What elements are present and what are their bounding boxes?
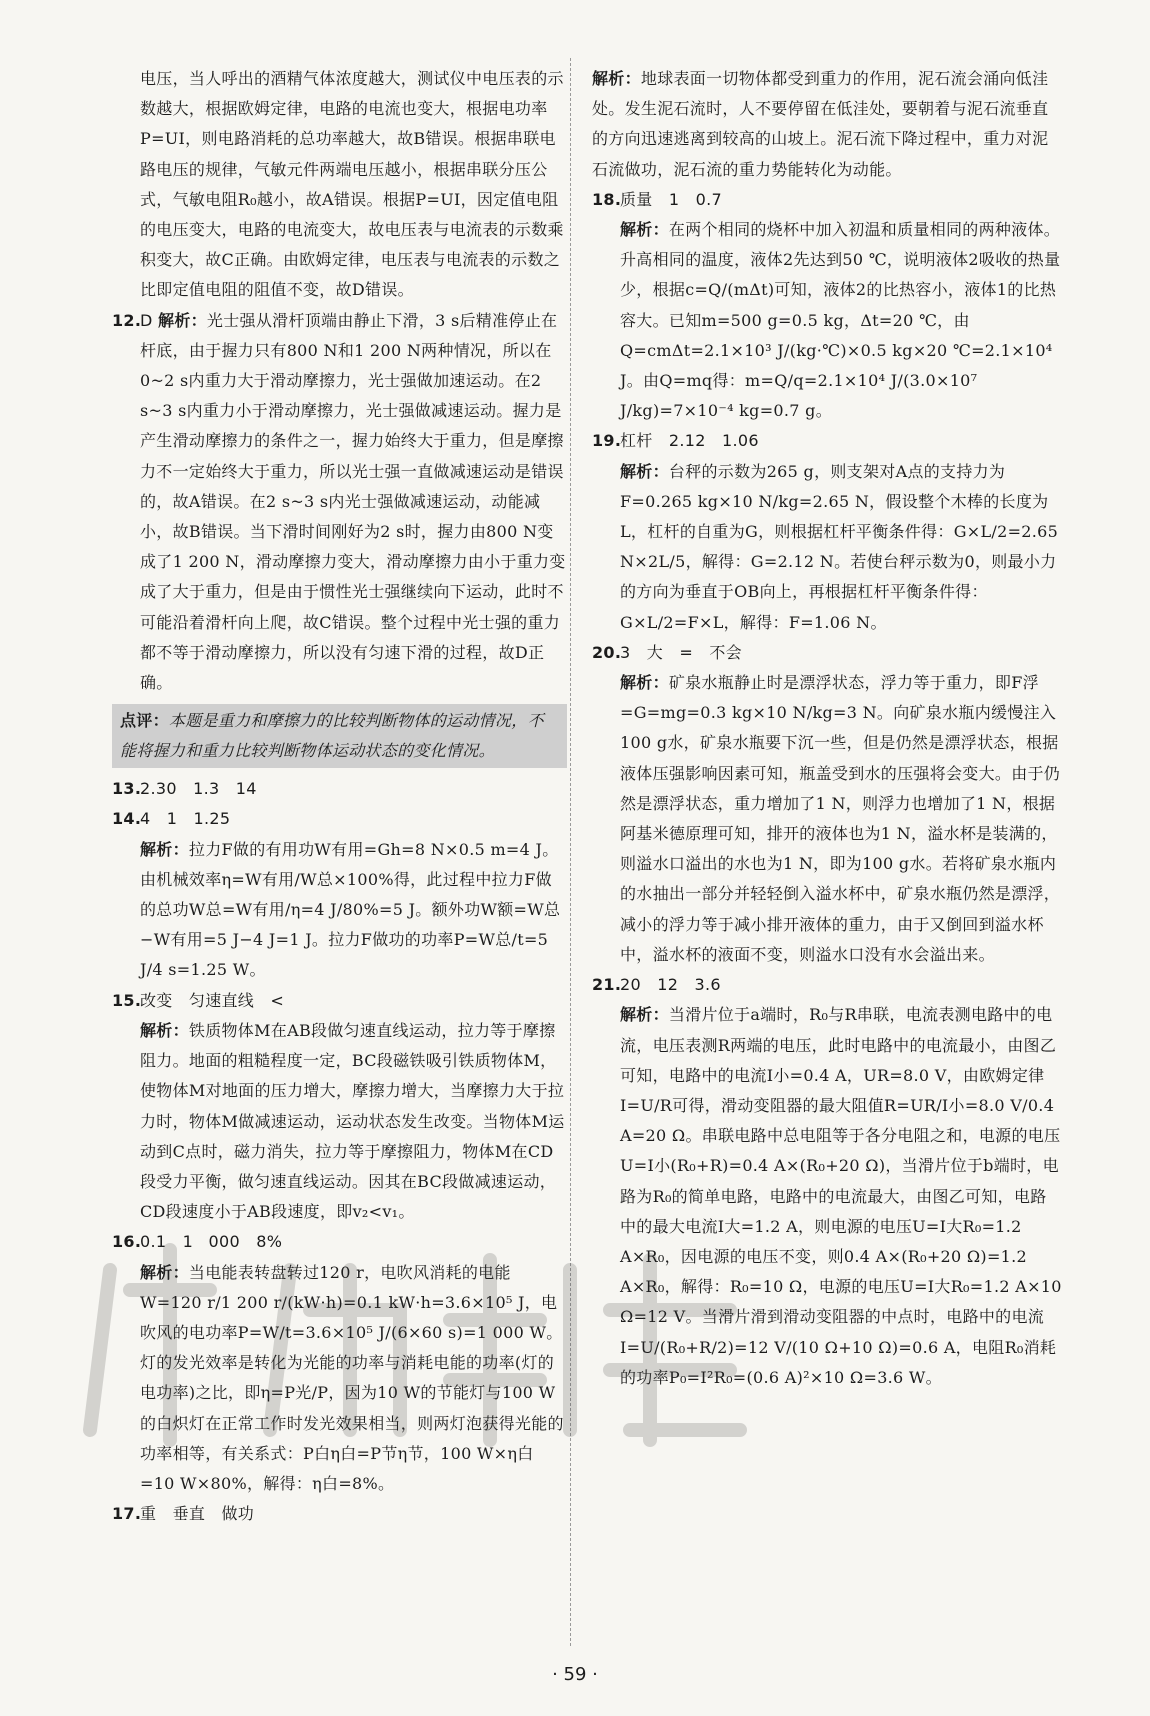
page-number: · 59 · xyxy=(552,1664,598,1685)
explanation-label: 解析： xyxy=(620,673,669,693)
question-20-explanation xyxy=(592,668,1062,970)
answer: 杠杆 2.12 1.06 xyxy=(620,431,759,451)
question-12 xyxy=(112,306,567,699)
explanation-text: 铁质物体M在AB段做匀速直线运动，拉力等于摩擦阻力。地面的粗糙程度一定，BC段磁铁吸引铁质物体M，使物体M对地面的压力增大，摩擦力增大，当摩擦力大于拉力时，物体M做减速运动，运动状态发生改变。当物体M运动到C点时，磁力消失，拉力等于摩擦阻力，物体M在CD段受力平衡，做匀速直线运动。因其在BC段做减速运动，CD段速度小于AB段速度，即v₂<v₁。 xyxy=(140,1020,565,1222)
explanation-label: 解析： xyxy=(158,310,207,330)
question-21 xyxy=(592,970,1062,1000)
question-number: 12. xyxy=(112,310,142,330)
question-number: 13. xyxy=(112,779,142,799)
answer: D xyxy=(140,310,153,330)
question-number: 17. xyxy=(112,1504,142,1524)
question-19-explanation xyxy=(592,457,1062,638)
explanation-text: 在两个相同的烧杯中加入初温和质量相同的两种液体。升高相同的温度，液体2先达到50 ℃，说明液体2吸收的热量少，根据c=Q/(mΔt)可知，液体2的比热容小，液体1的比热容大。已知m=500 g=0.5 kg，Δt=20 ℃，由Q=cmΔt=2.1×10³ J/(kg·℃)×0.5 kg×20 ℃=2.1×10⁴ J。由Q=mq得：m=Q/q=2.1×10⁴ J/(3.0×10⁷ J/kg)=7×10⁻⁴ kg=0.7 g。 xyxy=(620,220,1061,421)
answer: 20 12 3.6 xyxy=(620,975,721,995)
answer: 改变 匀速直线 < xyxy=(140,990,285,1010)
explanation-label: 解析： xyxy=(140,1262,189,1282)
question-13 xyxy=(112,774,567,804)
explanation-label: 解析： xyxy=(620,1005,669,1025)
explanation-text: 矿泉水瓶静止时是漂浮状态，浮力等于重力，即F浮=G=mg=0.3 kg×10 N/kg=3 N。向矿泉水瓶内缓慢注入100 g水，矿泉水瓶要下沉一些，但是仍然是漂浮状态，根据液体压强影响因素可知，瓶盖受到水的压强将会变大。由于仍然是漂浮状态，重力增加了1 N，则浮力也增加了1 N，根据阿基米德原理可知，排开的液体也为1 N，溢水杯是装满的，则溢水口溢出的水也为1 N，即为100 g水。若将矿泉水瓶内的水抽出一部分并轻轻倒入溢水杯中，矿泉水瓶仍然是漂浮，减小的浮力等于减小排开液体的重力，由于又倒回到溢水杯中，溢水杯的液面不变，则溢水口没有水会溢出来。 xyxy=(620,673,1061,964)
explanation-label: 解析： xyxy=(620,220,669,240)
explanation-text: 地球表面一切物体都受到重力的作用，泥石流会涌向低洼处。发生泥石流时，人不要停留在低洼处，要朝着与泥石流垂直的方向迅速逃离到较高的山坡上。泥石流下降过程中，重力对泥石流做功，泥石流的重力势能转化为动能。 xyxy=(592,69,1049,179)
explanation-label: 解析： xyxy=(592,69,641,88)
question-number: 16. xyxy=(112,1232,142,1252)
answer: 3 大 = 不会 xyxy=(620,642,742,662)
question-17-explanation xyxy=(592,64,1062,185)
explanation-text: 台秤的示数为265 g，则支架对A点的支持力为F=0.265 kg×10 N/kg=2.65 N，假设整个木棒的长度为L，杠杆的自重为G，则根据杠杆平衡条件得：G×L/2=2.65 N×2L/5，解得：G=2.12 N。若使台秤示数为0，则最小力的方向为垂直于OB向上，再根据杠杆平衡条件得：G×L/2=F×L，解得：F=1.06 N。 xyxy=(620,461,1059,632)
question-17 xyxy=(112,1499,567,1529)
right-column xyxy=(592,64,1062,1393)
question-15-explanation xyxy=(112,1016,567,1227)
question-18 xyxy=(592,185,1062,215)
question-number: 14. xyxy=(112,809,142,829)
answer: 4 1 1.25 xyxy=(140,809,231,829)
explanation-text: 拉力F做的有用功W有用=Gh=8 N×0.5 m=4 J。由机械效率η=W有用/W总×100%得，此过程中拉力F做的总功W总=W有用/η=4 J/80%=5 J。额外功W额=W总−W有用=5 J−4 J=1 J。拉力F做功的功率P=W总/t=5 J/4 s=1.25 W。 xyxy=(140,839,561,980)
explanation-text: 光士强从滑杆顶端由静止下滑，3 s后精准停止在杆底，由于握力只有800 N和1 200 N两种情况，所以在0~2 s内重力大于滑动摩擦力，光士强做加速运动。在2 s~3 s内重力小于滑动摩擦力，光士强做减速运动。握力是产生滑动摩擦力的条件之一，握力始终大于重力，但是摩擦力不一定始终大于重力，所以光士强一直做减速运动是错误的，故A错误。在2 s~3 s内光士强做减速运动，动能减小，故B错误。当下滑时间刚好为2 s时，握力由800 N变成了1 200 N，滑动摩擦力变大，滑动摩擦力由小于重力变成了大于重力，但是由于惯性光士强继续向下运动，此时不可能沿着滑杆向上爬，故C错误。整个过程中光士强的重力都不等于滑动摩擦力，所以没有匀速下滑的过程，故D正确。 xyxy=(140,310,566,693)
question-19 xyxy=(592,426,1062,456)
question-20 xyxy=(592,638,1062,668)
watermark-graphic xyxy=(70,1230,770,1460)
answer: 重 垂直 做功 xyxy=(140,1504,255,1524)
comment-box xyxy=(112,704,567,768)
question-number: 21. xyxy=(592,975,622,995)
comment-text: 本题是重力和摩擦力的比较判断物体的运动情况，不能将握力和重力比较判断物体运动状态的变化情况。 xyxy=(120,711,544,761)
answer: 0.1 1 000 8% xyxy=(140,1232,283,1252)
explanation-text: 当电能表转盘转过120 r，电吹风消耗的电能W=120 r/1 200 r/(kW·h)=0.1 kW·h=3.6×10⁵ J，电吹风的电功率P=W/t=3.6×10⁵ J/(6×60 s)=1 000 W。灯的发光效率是转化为光能的功率与消耗电能的功率(灯的电功率)之比，即η=P光/P，因为10 W的节能灯与100 W的白炽灯在正常工作时发光效果相当，则两灯泡获得光能的功率相等，有关系式：P白η白=P节η节，100 W×η白=10 W×80%，解得：η白=8%。 xyxy=(140,1262,564,1493)
question-14 xyxy=(112,804,567,834)
question-18-explanation xyxy=(592,215,1062,426)
question-number: 18. xyxy=(592,189,622,209)
question-14-explanation xyxy=(112,835,567,986)
explanation-text: 当滑片位于a端时，R₀与R串联，电流表测电路中的电流，电压表测R两端的电压，此时电路中的电流最小，由图乙可知，电路中的电流I小=0.4 A，UR=8.0 V，由欧姆定律I=U/R可得，滑动变阻器的最大阻值R=UR/I小=8.0 V/0.4 A=20 Ω。串联电路中总电阻等于各分电阻之和，电源的电压U=I小(R₀+R)=0.4 A×(R₀+20 Ω)，当滑片位于b端时，电路为R₀的简单电路，电路中的电流最大，由图乙可知，电路中的最大电流I大=1.2 A，则电源的电压U=I大R₀=1.2 A×R₀，因电源的电压不变，则0.4 A×(R₀+20 Ω)=1.2 A×R₀，解得：R₀=10 Ω，电源的电压U=I大R₀=1.2 A×10 Ω=12 V。当滑片滑到滑动变阻器的中点时，电路中的电流I=U/(R₀+R/2)=12 V/(10 Ω+10 Ω)=0.6 A，电阻R₀消耗的功率P₀=I²R₀=(0.6 A)²×10 Ω=3.6 W。 xyxy=(620,1005,1062,1387)
comment-label: 点评： xyxy=(120,711,169,731)
question-number: 20. xyxy=(592,642,622,662)
q11-explanation-continued: 电压，当人呼出的酒精气体浓度越大，测试仪中电压表的示数越大，根据欧姆定律，电路的电流也变大，根据电功率P=UI，则电路消耗的总功率越大，故B错误。根据串联电路电压的规律，气敏元件两端电压越小，根据串联分压公式，气敏电阻R₀越小，故A错误。根据P=UI，因定值电阻的电压变大，电路的电流变大，故电压表与电流表的示数乘积变大，故C正确。由欧姆定律，电压表与电流表的示数之比即定值电阻的阻值不变，故D错误。 xyxy=(140,69,564,300)
explanation-label: 解析： xyxy=(140,839,189,859)
explanation-label: 解析： xyxy=(620,461,669,481)
question-number: 19. xyxy=(592,431,622,451)
answer: 质量 1 0.7 xyxy=(620,189,723,209)
answer: 2.30 1.3 14 xyxy=(140,779,257,799)
question-15 xyxy=(112,986,567,1016)
explanation-label: 解析： xyxy=(140,1020,189,1040)
question-number: 15. xyxy=(112,990,142,1010)
